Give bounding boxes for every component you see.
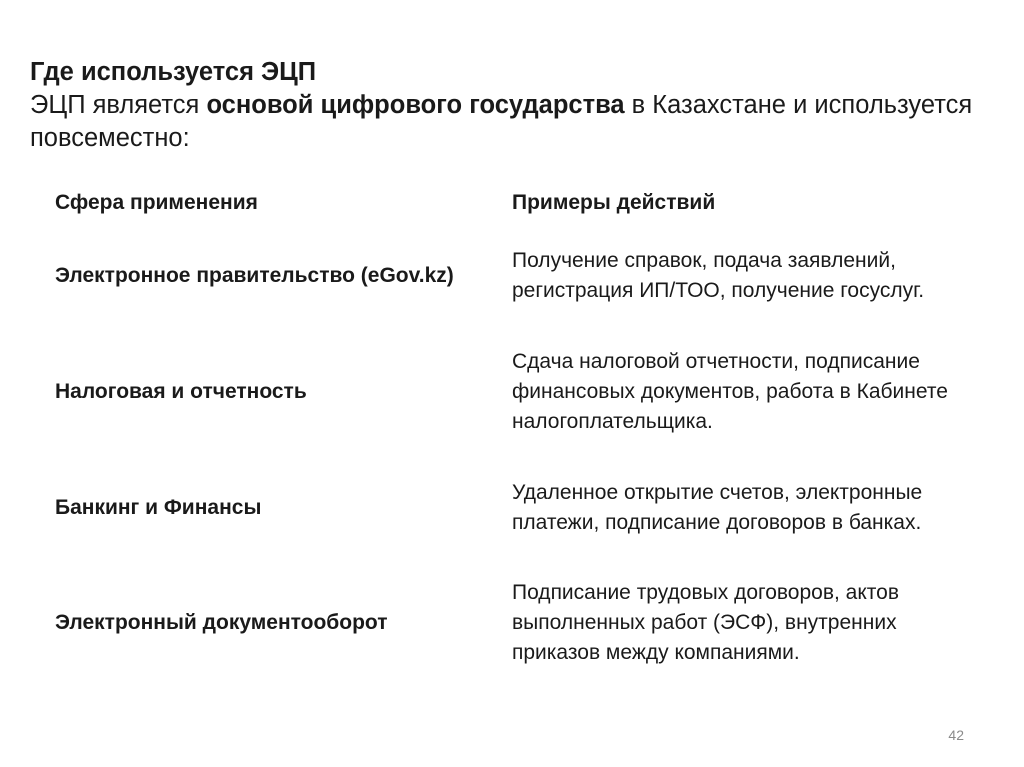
- table-header-row: [55, 186, 955, 220]
- row-sphere: Электронный документооборот: [55, 611, 388, 634]
- row-examples: Сдача налоговой отчетности, подписание финансовых документов, работа в Кабинете налогоплательщика.: [512, 350, 948, 433]
- usage-table: [55, 186, 955, 686]
- intro-text-bold: основой цифрового государства: [206, 91, 625, 119]
- row-sphere: Банкинг и Финансы: [55, 496, 262, 519]
- header-sphere: Сфера применения: [55, 191, 258, 214]
- row-examples: Подписание трудовых договоров, актов выполненных работ (ЭСФ), внутренних приказов между компаниями.: [512, 581, 899, 664]
- row-examples: Удаленное открытие счетов, электронные платежи, подписание договоров в банках.: [512, 481, 923, 534]
- slide-intro: [30, 91, 972, 152]
- slide-title: Где используется ЭЦП: [30, 58, 317, 86]
- row-examples: Получение справок, подача заявлений, регистрация ИП/ТОО, получение госуслуг.: [512, 249, 925, 302]
- table-row: [55, 228, 955, 324]
- page-number: 42: [948, 727, 964, 743]
- table-row: [55, 460, 955, 556]
- intro-text-start: ЭЦП является: [30, 91, 207, 119]
- row-sphere: Налоговая и отчетность: [55, 380, 307, 403]
- row-sphere: Электронное правительство (eGov.kz): [55, 264, 454, 287]
- intro-text-end: в Казахстане и используется повсеместно:: [30, 91, 973, 152]
- table-row: [55, 560, 955, 686]
- table-row: [55, 328, 955, 456]
- slide-heading: [30, 56, 990, 155]
- header-examples: Примеры действий: [512, 191, 716, 214]
